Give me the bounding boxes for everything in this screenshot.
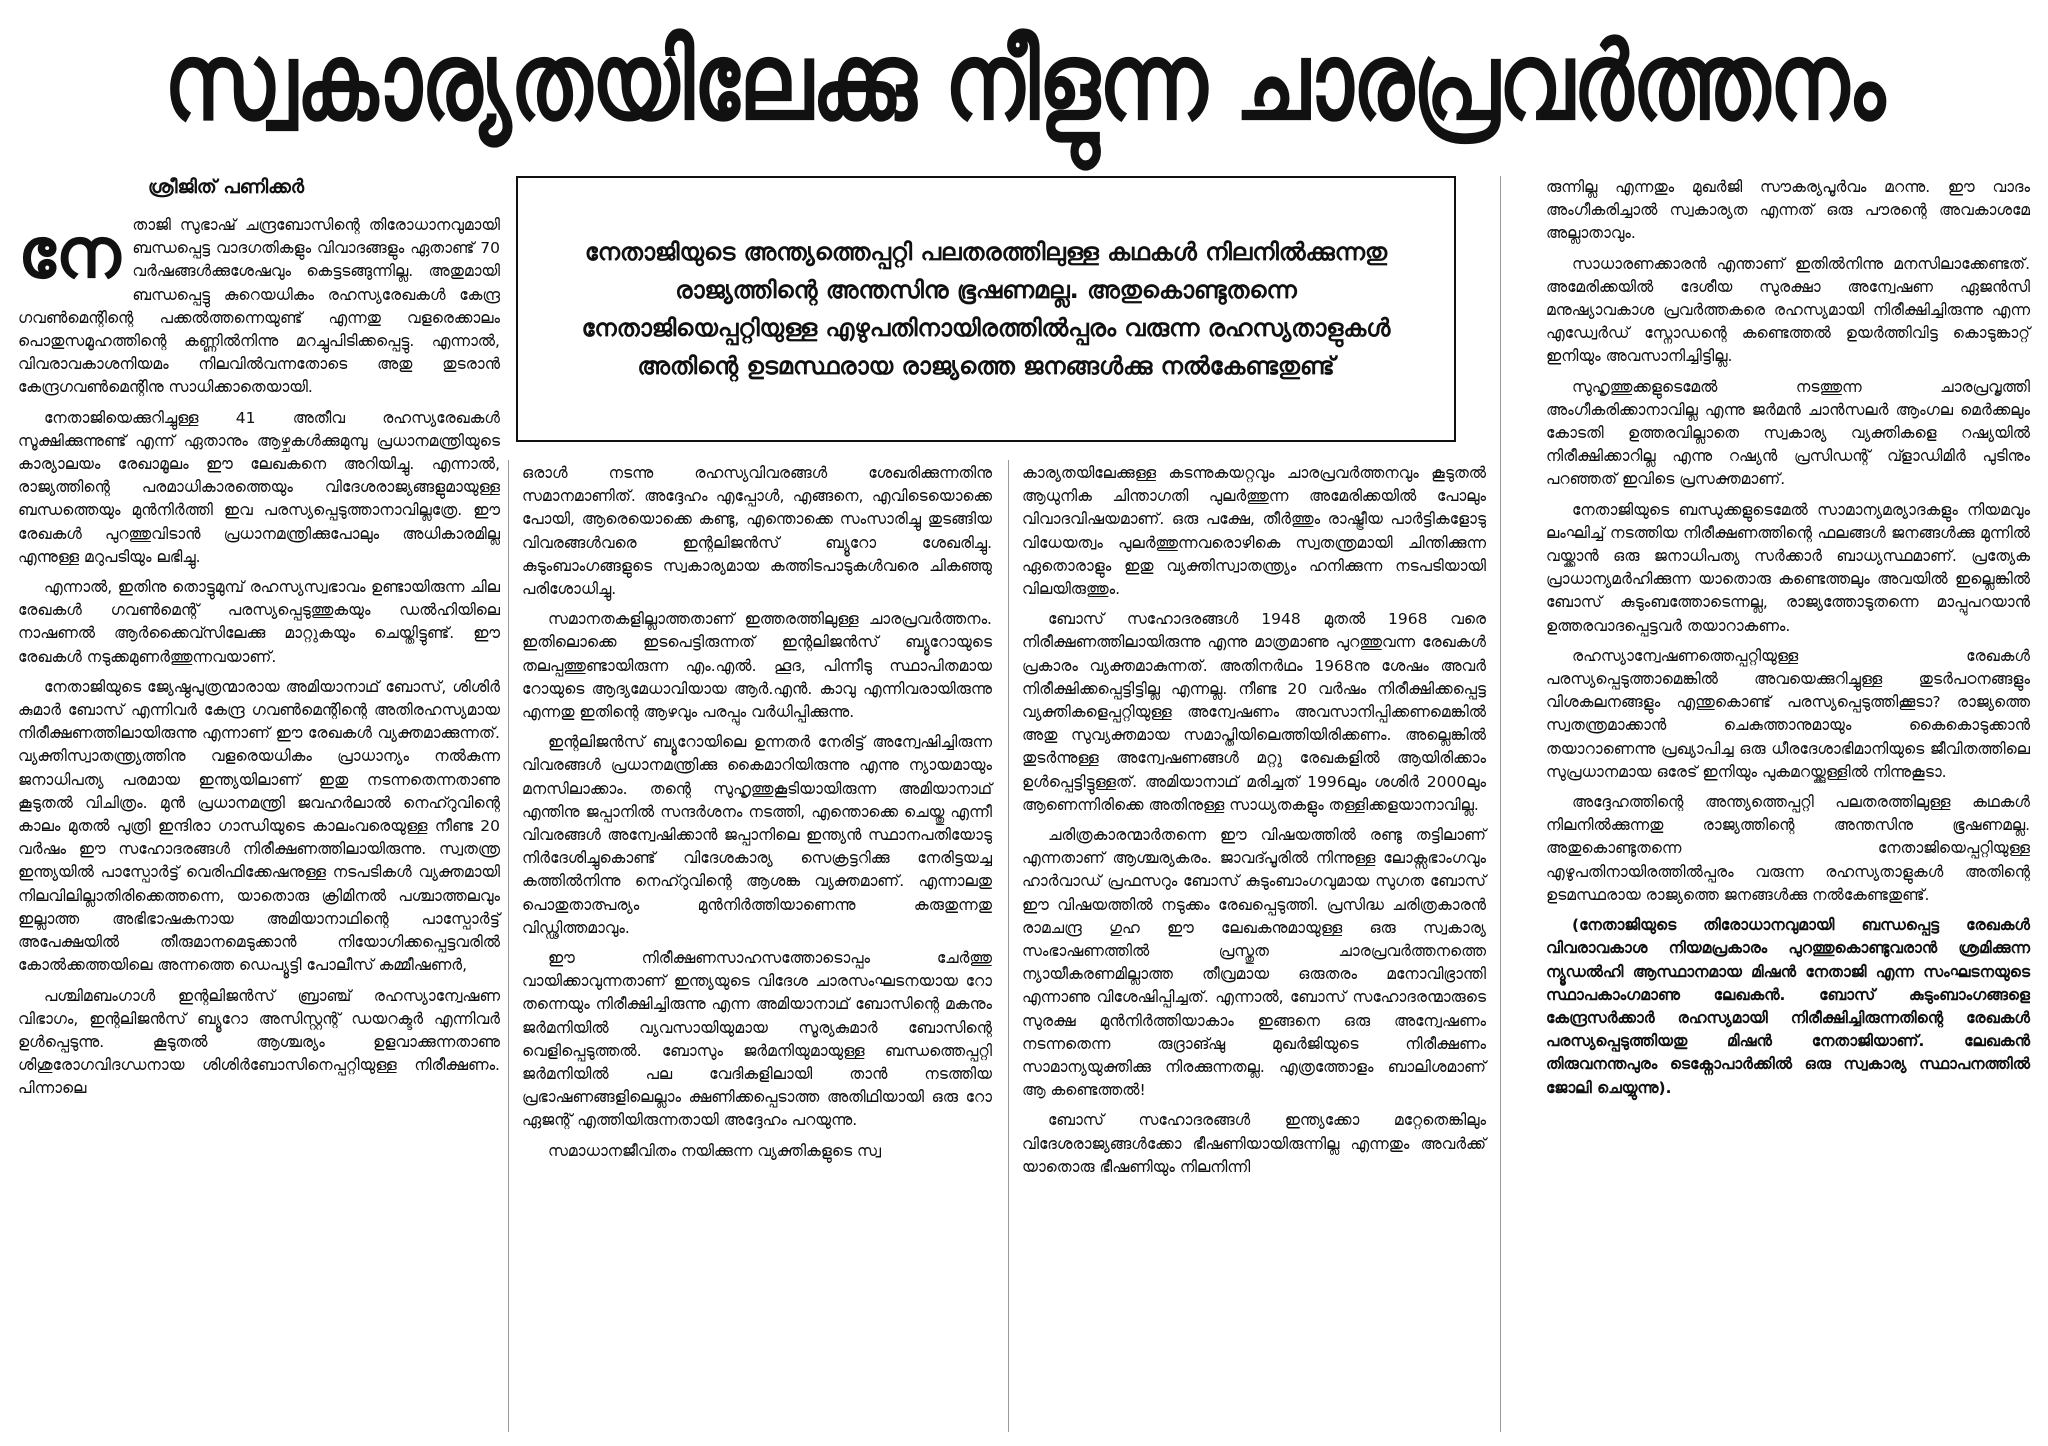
paragraph: ബോസ് സഹോദരങ്ങൾ 1948 മുതൽ 1968 വരെ നിരീക്ഷണത്തിലായിരുന്നു എന്നു മാത്രമാണു പുറത്തുവന്ന രേഖകൾ പ്രകാരം വ്യക്തമാകുന്നത്. അതിനർഥം 1968നു ശേഷം അവർ നിരീക്ഷിക്കപ്പെട്ടിട്ടില്ല എന്നല്ല. നീണ്ട 20 വർഷം നിരീക്ഷിക്കപ്പെട്ട വ്യക്തികളെപ്പറ്റിയുള്ള അന്വേഷണം അവസാനിപ്പിക്കണമെങ്കിൽ അതു സുവ്യക്തമായ സമാപ്തിയിലെത്തിയിരിക്കണം. അല്ലെങ്കിൽ തുടർന്നുള്ള അന്വേഷണങ്ങൾ മറ്റു രേഖകളിൽ ആയിരിക്കാം ഉൾപ്പെട്ടിട്ടുള്ളത്. അമിയാനാഥ് മരിച്ചത് 1996ലും ശശിർ 2000ലും ആണെന്നിരിക്കെ അതിനുള്ള സാധ്യതകളും തള്ളിക്കളയാനാവില്ല.: [1022, 610, 1486, 814]
article-column-2: [522, 462, 992, 1163]
paragraph: കാര്യതയിലേക്കുള്ള കടന്നുകയറ്റവും ചാരപ്രവർത്തനവും കൂടുതൽ ആധുനിക ചിന്താഗതി പുലർത്തുന്ന അമേരിക്കയിൽ പോലും വിവാദവിഷയമാണ്. ഒരു പക്ഷേ, തീർത്തും രാഷ്ട്രീയ പാർട്ടികളോടു വിധേയത്വം പുലർത്തുന്നവരൊഴികെ സ്വതന്ത്രമായി ചിന്തിക്കുന്ന ഏതൊരാളും ഇതു വ്യക്തിസ്വാതന്ത്ര്യം ഹനിക്കുന്ന നടപടിയായി വിലയിരുത്തും.: [1022, 464, 1486, 599]
paragraph: സമാനതകളില്ലാത്തതാണ് ഇത്തരത്തിലുള്ള ചാരപ്രവർത്തനം. ഇതിലൊക്കെ ഇടപെട്ടിരുന്നത് ഇന്റലിജൻസ് ബ്യൂറോയുടെ തലപ്പത്തുണ്ടായിരുന്ന എം.എൽ. ഹൂദ, പിന്നീടു സ്ഥാപിതമായ റോയുടെ ആദ്യമേധാവിയായ ആർ.എൻ. കാവു എന്നിവരായിരുന്നു എന്നതു ഇതിന്റെ ആഴവും പരപ്പും വർധിപ്പിക്കുന്നു.: [522, 610, 992, 722]
paragraph: രുന്നില്ല എന്നതും മുഖർജി സൗകര്യപൂർവം മറന്നു. ഈ വാദം അംഗീകരിച്ചാൽ സ്വകാര്യത എന്നത് ഒരു പൗരന്റെ അവകാശമേ അല്ലാതാവും.: [1546, 178, 2030, 243]
paragraph: രഹസ്യാന്വേഷണത്തെപ്പറ്റിയുള്ള രേഖകൾ പരസ്യപ്പെടുത്താമെങ്കിൽ അവയെക്കുറിച്ചുള്ള തുടർപഠനങ്ങളും വിശകലനങ്ങളും എന്തുകൊണ്ട് പരസ്യപ്പെടുത്തിക്കൂടാ? രാജ്യത്തെ സ്വതന്ത്രമാക്കാൻ ചെകുത്താനുമായും കൈകൊടുക്കാൻ തയാറാണെന്നു പ്രഖ്യാപിച്ച ഒരു ധീരദേശാഭിമാനിയുടെ ജീവിതത്തിലെ സുപ്രധാനമായ ഒരേട് ഇനിയും പുകമറയ്ക്കുള്ളിൽ നിന്നുകൂടാ.: [1546, 646, 2030, 781]
paragraph: അദ്ദേഹത്തിന്റെ അന്ത്യത്തെപ്പറ്റി പലതരത്തിലുള്ള കഥകൾ നിലനിൽക്കുന്നതു രാജ്യത്തിന്റെ അന്തസിനു ഭൂഷണമല്ല. അതുകൊണ്ടുതന്നെ നേതാജിയെപ്പറ്റിയുള്ള എഴുപതിനായിരത്തിൽപ്പരം വരുന്ന രഹസ്യതാളുകൾ അതിന്റെ ഉടമസ്ഥരായ രാജ്യത്തെ ജനങ്ങൾക്കു നൽകേണ്ടതുണ്ട്.: [1546, 793, 2030, 904]
article-column-1: [18, 214, 500, 1101]
paragraph: സമാധാനജീവിതം നയിക്കുന്ന വ്യക്തികളുടെ സ്വ: [548, 1141, 882, 1160]
article-column-3: [1022, 462, 1486, 1179]
headline: സ്വകാര്യതയിലേക്കു നീളുന്ന ചാരപ്രവർത്തനം: [163, 19, 1885, 145]
paragraph: നേതാജിയുടെ ജ്യേഷ്ഠപുത്രന്മാരായ അമിയാനാഥ് ബോസ്, ശിശിർ കുമാർ ബോസ് എന്നിവർ കേന്ദ്ര ഗവൺമെന്റിന്റെ അതിരഹസ്യമായ നിരീക്ഷണത്തിലായിരുന്നു എന്നാണ് ഈ രേഖകൾ വ്യക്തമാക്കുന്നത്. വ്യക്തിസ്വാതന്ത്ര്യത്തിനു വളരെയധികം പ്രാധാന്യം നൽകുന്ന ജനാധിപത്യ പരമായ ഇന്ത്യയിലാണ് ഇതു നടന്നതെന്നതാണു കൂടുതൽ വിചിത്രം. മുൻ പ്രധാനമന്ത്രി ജവഹർലാൽ നെഹ്റുവിന്റെ കാലം മുതൽ പുത്രി ഇന്ദിരാ ഗാന്ധിയുടെ കാലംവരെയുള്ള നീണ്ട 20 വർഷം ഈ സഹോദരങ്ങൾ നിരീക്ഷണത്തിലായിരുന്നു. സ്വതന്ത്ര ഇന്ത്യയിൽ പാസ്പോർട്ട് വെരിഫിക്കേഷനുള്ള നടപടികൾ വ്യക്തമായി നിലവിലില്ലാതിരിക്കെത്തന്നെ, യാതൊരു ക്രിമിനൽ പശ്ചാത്തലവും ഇല്ലാത്ത അഭിഭാഷകനായ അമിയാനാഥിന്റെ പാസ്പോർട്ട് അപേക്ഷയിൽ തീരുമാനമെടുക്കാൻ നിയോഗിക്കപ്പെട്ടവരിൽ കോൽക്കത്തയിലെ അന്നത്തെ ഡെപ്യൂട്ടി പോലീസ് കമ്മീഷണർ,: [18, 677, 500, 975]
column-rule: [1500, 176, 1501, 1432]
paragraph: നേതാജിയുടെ ബന്ധുക്കളുടെമേൽ സാമാന്യമര്യാദകളും നിയമവും ലംഘിച്ച് നടത്തിയ നിരീക്ഷണത്തിന്റെ ഫലങ്ങൾ ജനങ്ങൾക്കു മുന്നിൽ വയ്ക്കാൻ ഒരു ജനാധിപത്യ സർക്കാർ ബാധ്യസ്ഥമാണ്. പ്രത്യേക പ്രാധാന്യമർഹിക്കുന്ന യാതൊരു കണ്ടെത്തലും അവയിൽ ഇല്ലെങ്കിൽ ബോസ് കുടുംബത്തോടെന്നല്ല, രാജ്യത്തോടുതന്നെ മാപ്പുപറയാൻ ഉത്തരവാദപ്പെട്ടവർ തയാറാകണം.: [1546, 500, 2030, 635]
drop-cap: നേ: [18, 212, 121, 294]
paragraph: സുഹൃത്തുക്കളുടെമേൽ നടത്തുന്ന ചാരപ്രവൃത്തി അംഗീകരിക്കാനാവില്ല എന്നു ജർമൻ ചാൻസലർ ആംഗല മെർക്കലും കോടതി ഉത്തരവില്ലാതെ സ്വകാര്യ വ്യക്തികളെ റഷ്യയിൽ നിരീക്ഷിക്കാറില്ല എന്നു റഷ്യൻ പ്രസിഡന്റ് വ്ളാഡിമിർ പുടിനും പറഞ്ഞത് ഇവിടെ പ്രസക്തമാണ്.: [1546, 377, 2030, 489]
paragraph: സാധാരണക്കാരൻ എന്താണ് ഇതിൽനിന്നു മനസിലാക്കേണ്ടത്. അമേരിക്കയിൽ ദേശീയ സുരക്ഷാ അന്വേഷണ ഏജൻസി മനുഷ്യാവകാശ പ്രവർത്തകരെ രഹസ്യമായി നിരീക്ഷിച്ചിരുന്നു എന്ന എഡ്വേർഡ് സ്നോഡന്റെ കണ്ടെത്തൽ ഉയർത്തിവിട്ട കൊടുങ്കാറ്റ് ഇനിയും അവസാനിച്ചിട്ടില്ല.: [1546, 254, 2030, 366]
pull-quote-text: നേതാജിയുടെ അന്ത്യത്തെപ്പറ്റി പലതരത്തിലുള്ള കഥകൾ നിലനിൽക്കുന്നതു രാജ്യത്തിന്റെ അന്തസിനു ഭൂഷണമല്ല. അതുകൊണ്ടുതന്നെ നേതാജിയെപ്പറ്റിയുള്ള എഴുപതിനായിരത്തിൽപ്പരം വരുന്ന രഹസ്യതാളുകൾ അതിന്റെ ഉടമസ്ഥരായ രാജ്യത്തെ ജനങ്ങൾക്കു നൽകേണ്ടതുണ്ട്: [581, 238, 1391, 380]
paragraph: എന്നാൽ, ഇതിനു തൊട്ടുമുമ്പ് രഹസ്യസ്വഭാവം ഉണ്ടായിരുന്ന ചില രേഖകൾ ഗവൺമെന്റ് പരസ്യപ്പെടുത്തുകയും ഡൽഹിയിലെ നാഷണൽ ആർക്കൈവ്സിലേക്കു മാറ്റുകയും ചെയ്തിട്ടുണ്ട്. ഈ രേഖകൾ നടുക്കമുണർത്തുന്നവയാണ്.: [18, 578, 500, 666]
byline: ശ്രീജിത് പണിക്കർ: [148, 176, 305, 198]
article-column-4: [1546, 176, 2030, 1100]
column-rule: [508, 460, 509, 1432]
paragraph: ചരിത്രകാരന്മാർതന്നെ ഈ വിഷയത്തിൽ രണ്ടു തട്ടിലാണ് എന്നതാണ് ആശ്ചര്യകരം. ജാവദ്പൂരിൽ നിന്നുള്ള ലോക്സഭാംഗവും ഹാർവാഡ് പ്രഫസറും ബോസ് കുടുംബാംഗവുമായ സുഗത ബോസ് ഈ വിഷയത്തിൽ നടുക്കം രേഖപ്പെടുത്തി. പ്രസിദ്ധ ചരിത്രകാരൻ രാമചന്ദ്ര ഗുഹ ഈ ലേഖകനുമായുള്ള ഒരു സ്വകാര്യ സംഭാഷണത്തിൽ പ്രസ്തുത ചാരപ്രവർത്തനത്തെ ന്യായീകരണമില്ലാത്ത തീവ്രമായ ഒരുതരം മനോവിഭ്രാന്തി എന്നാണു വിശേഷിപ്പിച്ചത്. എന്നാൽ, ബോസ് സഹോദരന്മാരുടെ സുരക്ഷ മുൻനിർത്തിയാകാം ഇങ്ങനെ ഒരു അന്വേഷണം നടന്നതെന്ന രുദ്രാങ്ഷു മുഖർജിയുടെ നിരീക്ഷണം സാമാന്യയുക്തിക്കു നിരക്കുന്നതല്ല. എത്രത്തോളം ബാലിശമാണ് ആ കണ്ടെത്തൽ!: [1022, 826, 1486, 1100]
column-rule: [1008, 460, 1009, 1432]
paragraph: പശ്ചിമബംഗാൾ ഇന്റലിജൻസ് ബ്രാഞ്ച് രഹസ്യാന്വേഷണ വിഭാഗം, ഇന്റലിജൻസ് ബ്യൂറോ അസിസ്റ്റന്റ് ഡയറക്ടർ എന്നിവർ ഉൾപ്പെടുന്നു. കൂടുതൽ ആശ്ചര്യം ഉളവാക്കുന്നതാണു ശിശുരോഗവിദഗ്ധനായ ശിശിർബോസിനെപ്പറ്റിയുള്ള നിരീക്ഷണം. പിന്നാലെ: [18, 986, 500, 1098]
paragraph: ഈ നിരീക്ഷണസാഹസത്തോടൊപ്പം ചേർത്തു വായിക്കാവുന്നതാണ് ഇന്ത്യയുടെ വിദേശ ചാരസംഘടനയായ റോ തന്നെയും നിരീക്ഷിച്ചിരുന്നു എന്ന അമിയാനാഥ് ബോസിന്റെ മകനും ജർമനിയിൽ വ്യവസായിയുമായ സൂര്യകുമാർ ബോസിന്റെ വെളിപ്പെടുത്തൽ. ബോസും ജർമനിയുമായുള്ള ബന്ധത്തെപ്പറ്റി ജർമനിയിൽ പല വേദികളിലായി താൻ നടത്തിയ പ്രഭാഷണങ്ങളിലെല്ലാം ക്ഷണിക്കപ്പെടാത്ത അതിഥിയായി ഒരു റോ ഏജന്റ് എത്തിയിരുന്നതായി അദ്ദേഹം പറയുന്നു.: [522, 949, 992, 1130]
paragraph: ബോസ് സഹോദരങ്ങൾ ഇന്ത്യക്കോ മറ്റേതെങ്കിലും വിദേശരാജ്യങ്ങൾക്കോ ഭീഷണിയായിരുന്നില്ല എന്നതും അവർക്ക് യാതൊരു ഭീഷണിയും നിലനിന്നി: [1022, 1111, 1486, 1176]
pull-quote-box: [516, 176, 1456, 442]
paragraph: ഒരാൾ നടന്നു രഹസ്യവിവരങ്ങൾ ശേഖരിക്കുന്നതിനു സമാനമാണിത്. അദ്ദേഹം എപ്പോൾ, എങ്ങനെ, എവിടെയൊക്കെ പോയി, ആരെയൊക്കെ കണ്ടു, എന്തൊക്കെ സംസാരിച്ചു തുടങ്ങിയ വിവരങ്ങൾവരെ ഇന്റലിജൻസ് ബ്യൂറോ ശേഖരിച്ചു. കുടുംബാംഗങ്ങളുടെ സ്വകാര്യമായ കത്തിടപാടുകൾവരെ ചികഞ്ഞു പരിശോധിച്ചു.: [522, 464, 992, 599]
author-note: (നേതാജിയുടെ തിരോധാനവുമായി ബന്ധപ്പെട്ട രേഖകൾ വിവരാവകാശ നിയമപ്രകാരം പുറത്തുകൊണ്ടുവരാൻ ശ്രമിക്കുന്ന ന്യൂഡൽഹി ആസ്ഥാനമായ മിഷൻ നേതാജി എന്ന സംഘടനയുടെ സ്ഥാപകാംഗമാണു ലേഖകൻ. ബോസ് കുടുംബാംഗങ്ങളെ കേന്ദ്രസർക്കാർ രഹസ്യമായി നിരീക്ഷിച്ചിരുന്നതിന്റെ രേഖകൾ പരസ്യപ്പെടുത്തിയതു മിഷൻ നേതാജിയാണ്. ലേഖകൻ തിരുവനന്തപുരം ടെക്നോപാർക്കിൽ ഒരു സ്വകാര്യ സ്ഥാപനത്തിൽ ജോലി ചെയ്യുന്നു).: [1546, 916, 2030, 1097]
paragraph: ഇന്റലിജൻസ് ബ്യൂറോയിലെ ഉന്നതർ നേരിട്ട് അന്വേഷിച്ചിരുന്ന വിവരങ്ങൾ പ്രധാനമന്ത്രിക്കു കൈമാറിയിരുന്നു എന്നു ന്യായമായും മനസിലാക്കാം. തന്റെ സുഹൃത്തുകൂടിയായിരുന്ന അമിയാനാഥ് എന്തിനു ജപ്പാനിൽ സന്ദർശനം നടത്തി, എന്തൊക്കെ ചെയ്തു എന്നീ വിവരങ്ങൾ അന്വേഷിക്കാൻ ജപ്പാനിലെ ഇന്ത്യൻ സ്ഥാനപതിയോടു നിർദേശിച്ചുകൊണ്ട് വിദേശകാര്യ സെക്രട്ടറിക്കു നേരിട്ടയച്ച കത്തിൽനിന്നു നെഹ്റുവിന്റെ ആശങ്ക വ്യക്തമാണ്. എന്നാലതു പൊതുതാത്പര്യം മുൻനിർത്തിയാണെന്നു കരുതുന്നതു വിഡ്ഢിത്തമാവും.: [522, 733, 992, 937]
paragraph: നേതാജി സുഭാഷ് ചന്ദ്രബോസിന്റെ തിരോധാനവുമായി ബന്ധപ്പെട്ട വാദഗതികളും വിവാദങ്ങളും ഏതാണ്ട് 70 വർഷങ്ങൾക്കുശേഷവും കെട്ടടങ്ങുന്നില്ല. അതുമായി ബന്ധപ്പെട്ടു കുറെയധികം രഹസ്യരേഖകൾ കേന്ദ്ര ഗവൺമെന്റിന്റെ പക്കൽത്തന്നെയുണ്ട് എന്നതു വളരെക്കാലം പൊതുസമൂഹത്തിന്റെ കണ്ണിൽനിന്നു മറച്ചുപിടിക്കപ്പെട്ടു. എന്നാൽ, വിവരാവകാശനിയമം നിലവിൽവന്നതോടെ അതു തുടരാൻ കേന്ദ്രഗവൺമെന്റിനു സാധിക്കാതെയായി.: [18, 212, 500, 397]
paragraph: നേതാജിയെക്കുറിച്ചുള്ള 41 അതീവ രഹസ്യരേഖകൾ സൂക്ഷിക്കുന്നുണ്ട് എന്ന് ഏതാനും ആഴ്ചകൾക്കുമുമ്പു പ്രധാനമന്ത്രിയുടെ കാര്യാലയം രേഖാമൂലം ഈ ലേഖകനെ അറിയിച്ചു. എന്നാൽ, രാജ്യത്തിന്റെ പരമാധികാരത്തെയും വിദേശരാജ്യങ്ങളുമായുള്ള ബന്ധത്തെയും മുൻനിർത്തി ഇവ പരസ്യപ്പെടുത്താനാവില്ലത്രേ. ഈ രേഖകൾ പുറത്തുവിടാൻ പ്രധാനമന്ത്രിക്കുപോലും അധികാരമില്ല എന്നുള്ള മറുപടിയും ലഭിച്ചു.: [18, 408, 500, 566]
